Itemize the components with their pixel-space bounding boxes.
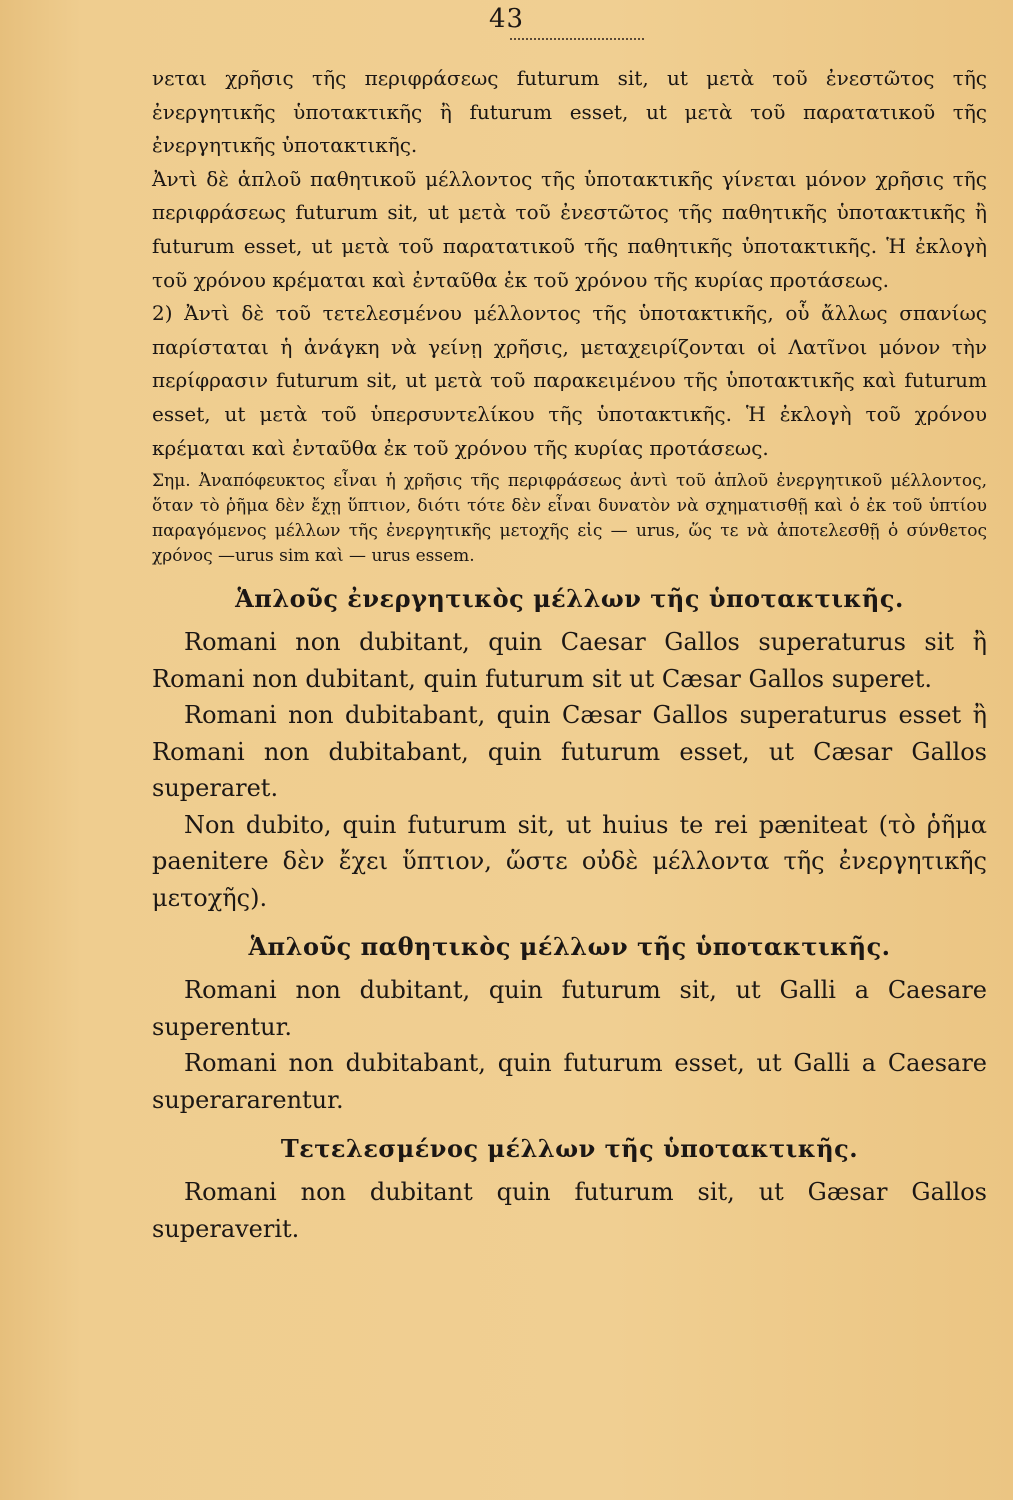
- example-1: Romani non dubitant, quin Caesar Gallos superaturus sit ἢ Romani non dubitant, quin futurum sit ut Cæsar Gallos superet.: [152, 628, 987, 693]
- note-paragraph: Σημ. Ἀναπόφευκτος εἶναι ἡ χρῆσις τῆς περιφράσεως ἀντὶ τοῦ ἁπλοῦ ἐνεργητικοῦ μέλλοντος, ὅταν τὸ ῥῆμα δὲν ἔχῃ ὕπτιον, διότι τότε δὲν εἶναι δυνατὸν νὰ σχηματισθῇ καὶ ὁ ἐκ τοῦ ὑπτίου παραγόμενος μέλλων τῆς ἐνεργητικῆς μετοχῆς εἰς — urus, ὥς τε νὰ ἀποτελεσθῇ ὁ σύνθετος χρόνος —urus sim καὶ — urus essem.: [152, 471, 987, 566]
- page-number-rule: [510, 38, 644, 40]
- example-3: Non dubito, quin futurum sit, ut huius te rei pæniteat (τὸ ῥῆμα paenitere δὲν ἔχει ὕπτιον, ὥστε οὐδὲ μέλλοντα τῆς ἐνεργητικῆς μετοχῆς).: [152, 810, 987, 912]
- paragraph-future-perfect: 2) Ἀντὶ δὲ τοῦ τετελεσμένου μέλλοντος τῆς ὑποτακτικῆς, οὗ ἄλλως σπανίως παρίσταται ἡ ἀνάγκη νὰ γείνῃ χρῆσις, μεταχειρίζονται οἱ Λατῖνοι μόνον τὴν περίφρασιν futurum sit, ut μετὰ τοῦ παρακειμένου τῆς ὑποτακτικῆς καὶ futurum esset, ut μετὰ τοῦ ὑπερσυντελίκου τῆς ὑποτακτικῆς. Ἡ ἐκλογὴ τοῦ χρόνου κρέμαται καὶ ἐνταῦθα ἐκ τοῦ χρόνου τῆς κυρίας προτάσεως.: [152, 301, 987, 460]
- heading-future-perfect: Τετελεσμένος μέλλων τῆς ὑποτακτικῆς.: [280, 1134, 859, 1164]
- section-active-examples: [152, 624, 987, 916]
- section-passive-examples: [152, 972, 987, 1118]
- paragraph-continuation: νεται χρῆσις τῆς περιφράσεως futurum sit, ut μετὰ τοῦ ἐνεστῶτος τῆς ἐνεργητικῆς ὑποτακτικῆς ἢ futurum esset, ut μετὰ τοῦ παρατατικοῦ τῆς ἐνεργητικῆς ὑποτακτικῆς.: [152, 66, 987, 158]
- section-future-perfect-examples: [152, 1174, 987, 1247]
- greek-text-block: [152, 62, 987, 465]
- example-5: Romani non dubitabant, quin futurum esset, ut Galli a Caesare superararentur.: [152, 1049, 987, 1114]
- paragraph-passive-future: Ἀντὶ δὲ ἁπλοῦ παθητικοῦ μέλλοντος τῆς ὑποτακτικῆς γίνεται μόνον χρῆσις τῆς περιφράσεως futurum sit, ut μετὰ τοῦ ἐνεστῶτος τῆς παθητικῆς ὑποτακτικῆς ἢ futurum esset, ut μετὰ τοῦ παρατατικοῦ τῆς παθητικῆς ὑποτακτικῆς. Ἡ ἐκλογὴ τοῦ χρόνου κρέμαται καὶ ἐνταῦθα ἐκ τοῦ χρόνου τῆς κυρίας προτάσεως.: [152, 166, 987, 292]
- example-6: Romani non dubitant quin futurum sit, ut Gæsar Gallos superaverit.: [152, 1178, 987, 1243]
- page-body: [152, 62, 987, 1247]
- example-4: Romani non dubitant, quin futurum sit, ut Galli a Caesare superentur.: [152, 976, 987, 1041]
- page-number: 43: [488, 4, 525, 34]
- example-2: Romani non dubitabant, quin Cæsar Gallos superaturus esset ἢ Romani non dubitabant, quin futurum esset, ut Cæsar Gallos superaret.: [152, 701, 987, 803]
- heading-simple-passive-future: Ἁπλοῦς παθητικὸς μέλλων τῆς ὑποτακτικῆς.: [248, 932, 891, 962]
- heading-simple-active-future: Ἁπλοῦς ἐνεργητικὸς μέλλων τῆς ὑποτακτικῆς.: [235, 584, 904, 614]
